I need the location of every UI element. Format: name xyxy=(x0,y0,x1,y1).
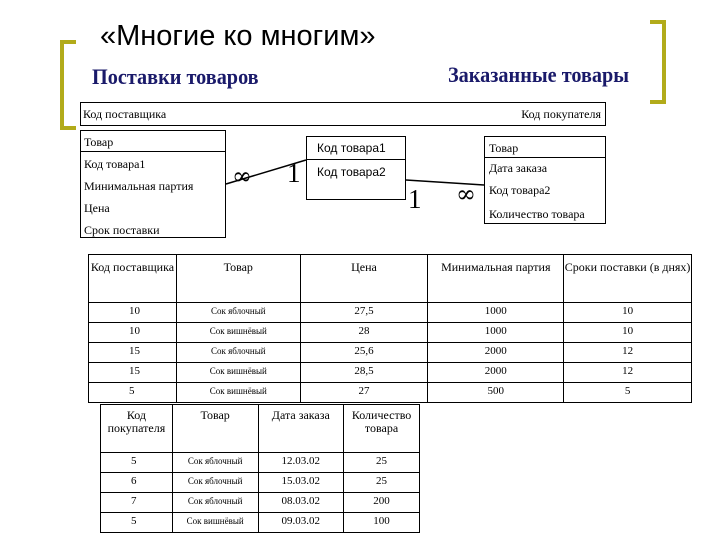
table-row: 10 Сок яблочный 27,5 1000 10 xyxy=(89,303,692,323)
table-row: 5 Сок яблочный 12.03.02 25 xyxy=(101,453,420,473)
supplies-field-price: Цена xyxy=(84,201,110,215)
table-header: Минимальная партия xyxy=(428,255,564,303)
supplies-field-product: Товар xyxy=(84,135,114,149)
supplies-field-min-batch: Минимальная партия xyxy=(84,179,194,193)
orders-heading: Заказанные товары xyxy=(448,62,630,87)
table-row: 15 Сок вишнёвый 28,5 2000 12 xyxy=(89,363,692,383)
supplies-field-delivery-term: Срок поставки xyxy=(84,223,160,237)
supplies-heading: Поставки товаров xyxy=(92,64,259,89)
orders-field-date: Дата заказа xyxy=(489,161,548,175)
one-symbol-right: 1 xyxy=(408,184,422,214)
table-row: 5 Сок вишнёвый 09.03.02 100 xyxy=(101,513,420,533)
supplier-code-field: Код поставщика xyxy=(83,107,167,121)
table-header: Товар xyxy=(172,405,258,453)
table-header: Количество товара xyxy=(344,405,420,453)
table-header: Дата заказа xyxy=(258,405,344,453)
table-header: Товар xyxy=(176,255,300,303)
many-symbol-left: ∞ xyxy=(232,162,252,190)
link-field-code1: Код товара1 xyxy=(317,141,386,155)
buyer-code-field: Код покупателя xyxy=(521,107,601,121)
many-symbol-right: ∞ xyxy=(456,180,476,208)
table-header: Цена xyxy=(300,255,428,303)
table-row: 6 Сок яблочный 15.03.02 25 xyxy=(101,473,420,493)
table-row: 5 Сок вишнёвый 27 500 5 xyxy=(89,383,692,403)
table-header: Код поставщика xyxy=(89,255,177,303)
orders-field-quantity: Количество товара xyxy=(489,207,585,221)
slide-title: «Многие ко многим» xyxy=(100,20,376,52)
one-symbol-left: 1 xyxy=(287,158,301,188)
orders-field-code2: Код товара2 xyxy=(489,183,551,197)
orders-field-product: Товар xyxy=(489,141,519,155)
table-header: Код покупателя xyxy=(101,405,173,453)
table-header: Сроки поставки (в днях) xyxy=(564,255,692,303)
table-row: 10 Сок вишнёвый 28 1000 10 xyxy=(89,323,692,343)
link-field-code2: Код товара2 xyxy=(317,165,386,179)
orders-table xyxy=(100,404,420,533)
table-row: 15 Сок яблочный 25,6 2000 12 xyxy=(89,343,692,363)
supplies-field-product-code: Код товара1 xyxy=(84,157,146,171)
supplies-table xyxy=(88,254,692,403)
table-row: 7 Сок яблочный 08.03.02 200 xyxy=(101,493,420,513)
